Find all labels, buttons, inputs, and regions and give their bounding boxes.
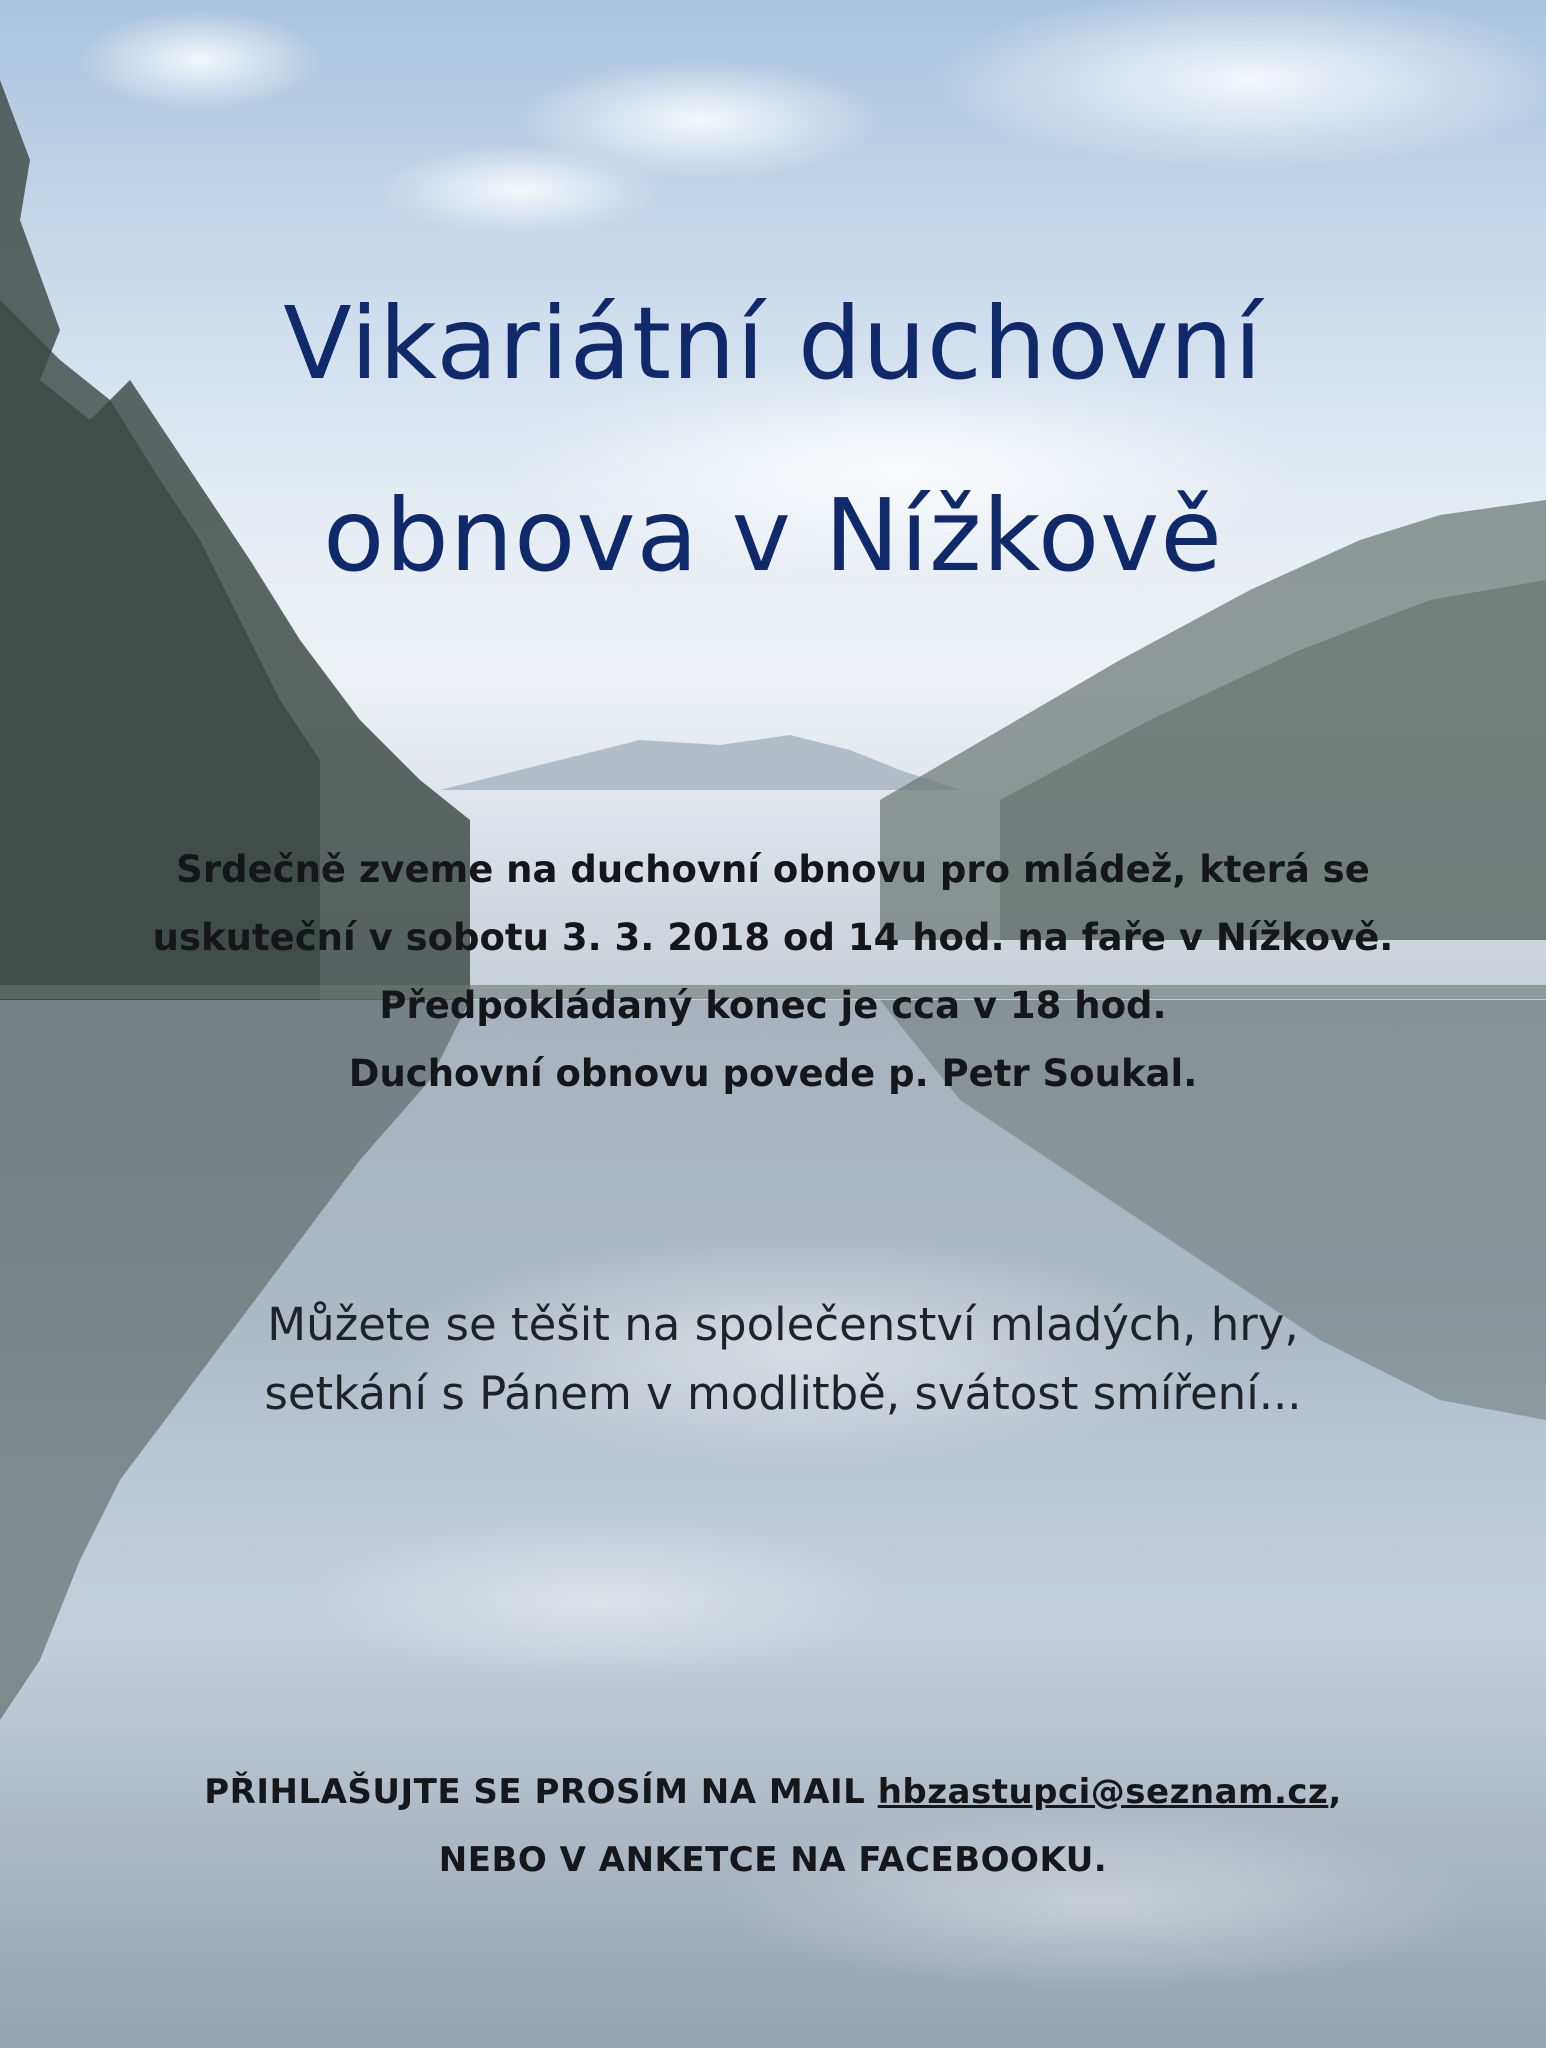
- signup-line-2: NEBO V ANKETCE NA FACEBOOKU.: [438, 1840, 1108, 1880]
- signup-line-1: [0, 1758, 1546, 1826]
- invitation-line-1: Srdečně zveme na duchovní obnovu pro mládež, která se: [176, 848, 1370, 891]
- program-line-2: setkání s Pánem v modlitbě, svátost smíření...: [264, 1367, 1302, 1420]
- title-line-2: obnova v Nížkově: [323, 477, 1223, 594]
- invitation-line-3: Předpokládaný konec je cca v 18 hod.: [379, 984, 1167, 1027]
- program-paragraph: [0, 1290, 1546, 1428]
- invitation-line-2: uskuteční v sobotu 3. 3. 2018 od 14 hod. na faře v Nížkově.: [152, 916, 1394, 959]
- signup-paragraph: [0, 1758, 1546, 1894]
- title-line-1: Vikariátní duchovní: [283, 285, 1263, 402]
- invitation-line-4: Duchovní obnovu povede p. Petr Soukal.: [348, 1052, 1198, 1095]
- program-line-1: Můžete se těšit na společenství mladých, hry,: [267, 1298, 1299, 1351]
- invitation-paragraph: [0, 836, 1546, 1108]
- signup-suffix: ,: [1328, 1772, 1342, 1812]
- distant-mountains: [440, 735, 960, 790]
- email-link[interactable]: hbzastupci@seznam.cz: [877, 1772, 1329, 1812]
- page-title: [0, 248, 1546, 632]
- signup-prefix: PŘIHLAŠUJTE SE PROSÍM NA MAIL: [204, 1772, 878, 1812]
